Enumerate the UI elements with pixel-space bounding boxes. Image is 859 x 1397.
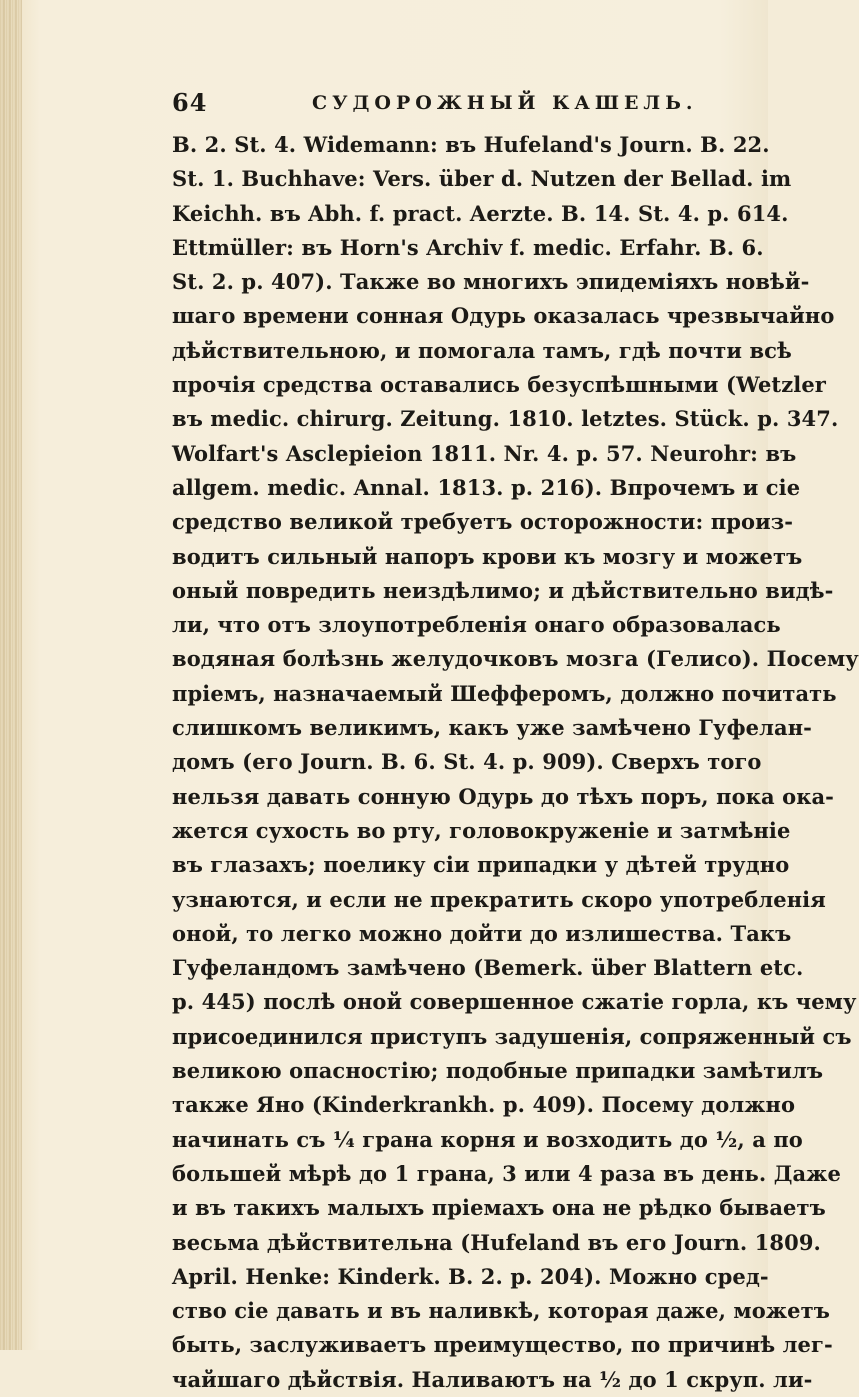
- text-line: St. 1. Buchhave: Vers. über d. Nutzen der Bellad. im: [172, 166, 792, 192]
- running-title: СУДОРОЖНЫЙ КАШЕЛЬ.: [312, 92, 698, 114]
- page-binding-edge: [0, 0, 22, 1350]
- text-line: великою опасностію; подобные припадки замѣтилъ: [172, 1058, 824, 1084]
- text-line: ство сіе давать и въ наливкѣ, которая даже, можетъ: [172, 1298, 830, 1324]
- text-line: Wolfart's Asclepieion 1811. Nr. 4. p. 57. Neurohr: въ: [172, 440, 797, 466]
- text-line: p. 445) послѣ оной совершенное сжатіе горла, къ чему: [172, 989, 857, 1015]
- text-line: въ глазахъ; поелику сіи припадки у дѣтей трудно: [172, 852, 790, 878]
- text-line: водитъ сильный напоръ крови къ мозгу и можетъ: [172, 543, 803, 569]
- text-line: нельзя давать сонную Одурь до тѣхъ поръ, пока ока-: [172, 783, 834, 809]
- text-line: большей мѣрѣ до 1 грана, 3 или 4 раза въ день. Даже: [172, 1160, 841, 1186]
- text-line: водяная болѣзнь желудочковъ мозга (Гелисо). Посему: [172, 646, 859, 672]
- text-line: Ettmüller: въ Horn's Archiv f. medic. Erfahr. B. 6.: [172, 234, 764, 260]
- text-line: оный повредить неиздѣлимо; и дѣйствительно видѣ-: [172, 577, 834, 603]
- text-line: чайшаго дѣйствія. Наливаютъ на ½ до 1 скруп. ли-: [172, 1366, 813, 1392]
- text-line: домъ (его Journ. B. 6. St. 4. p. 909). Сверхъ того: [172, 749, 762, 775]
- text-line: B. 2. St. 4. Widemann: въ Hufeland's Journ. B. 22.: [172, 132, 770, 157]
- text-line: ли, что отъ злоупотребленія онаго образовалась: [172, 612, 781, 638]
- text-line: средство великой требуетъ осторожности: произ-: [172, 509, 794, 535]
- text-line: дѣйствительною, и помогала тамъ, гдѣ почти всѣ: [172, 337, 792, 363]
- text-line: узнаются, и если не прекратить скоро употребленія: [172, 886, 826, 912]
- text-line: allgem. medic. Annal. 1813. p. 216). Впрочемъ и сіе: [172, 474, 801, 500]
- text-line: слишкомъ великимъ, какъ уже замѣчено Гуфелан-: [172, 715, 812, 741]
- text-line: оной, то легко можно дойти до излишества. Такъ: [172, 920, 792, 946]
- page-header: [172, 88, 698, 118]
- text-line: также Яно (Kinderkrankh. p. 409). Посему должно: [172, 1092, 796, 1118]
- text-line: шаго времени сонная Одурь оказалась чрезвычайно: [172, 303, 835, 329]
- text-line: въ medic. chirurg. Zeitung. 1810. letztes. Stück. p. 347.: [172, 406, 839, 432]
- text-line: присоединился приступъ задушенія, сопряженный съ: [172, 1023, 852, 1049]
- text-line: St. 2. p. 407). Также во многихъ эпидеміяхъ новѣй-: [172, 269, 810, 295]
- text-line: пріемъ, назначаемый Шефферомъ, должно почитать: [172, 680, 837, 706]
- text-line: жется сухость во рту, головокруженіе и затмѣніе: [172, 817, 791, 843]
- text-line: быть, заслуживаетъ преимущество, по причинѣ лег-: [172, 1332, 833, 1358]
- text-line: April. Henke: Kinderk. B. 2. p. 204). Можно сред-: [172, 1263, 769, 1289]
- text-line: начинать съ ¼ грана корня и возходить до ½, а по: [172, 1126, 803, 1152]
- text-line: Гуфеландомъ замѣчено (Bemerk. über Blattern etc.: [172, 955, 804, 981]
- text-line: прочія средства оставались безуспѣшными (Wetzler: [172, 372, 826, 398]
- text-line: Keichh. въ Abh. f. pract. Aerzte. B. 14. St. 4. p. 614.: [172, 200, 789, 226]
- text-line: и въ такихъ малыхъ пріемахъ она не рѣдко бываетъ: [172, 1195, 826, 1221]
- text-line: весьма дѣйствительна (Hufeland въ его Journ. 1809.: [172, 1229, 821, 1255]
- body-text: [172, 128, 859, 1397]
- page-number: 64: [172, 88, 208, 117]
